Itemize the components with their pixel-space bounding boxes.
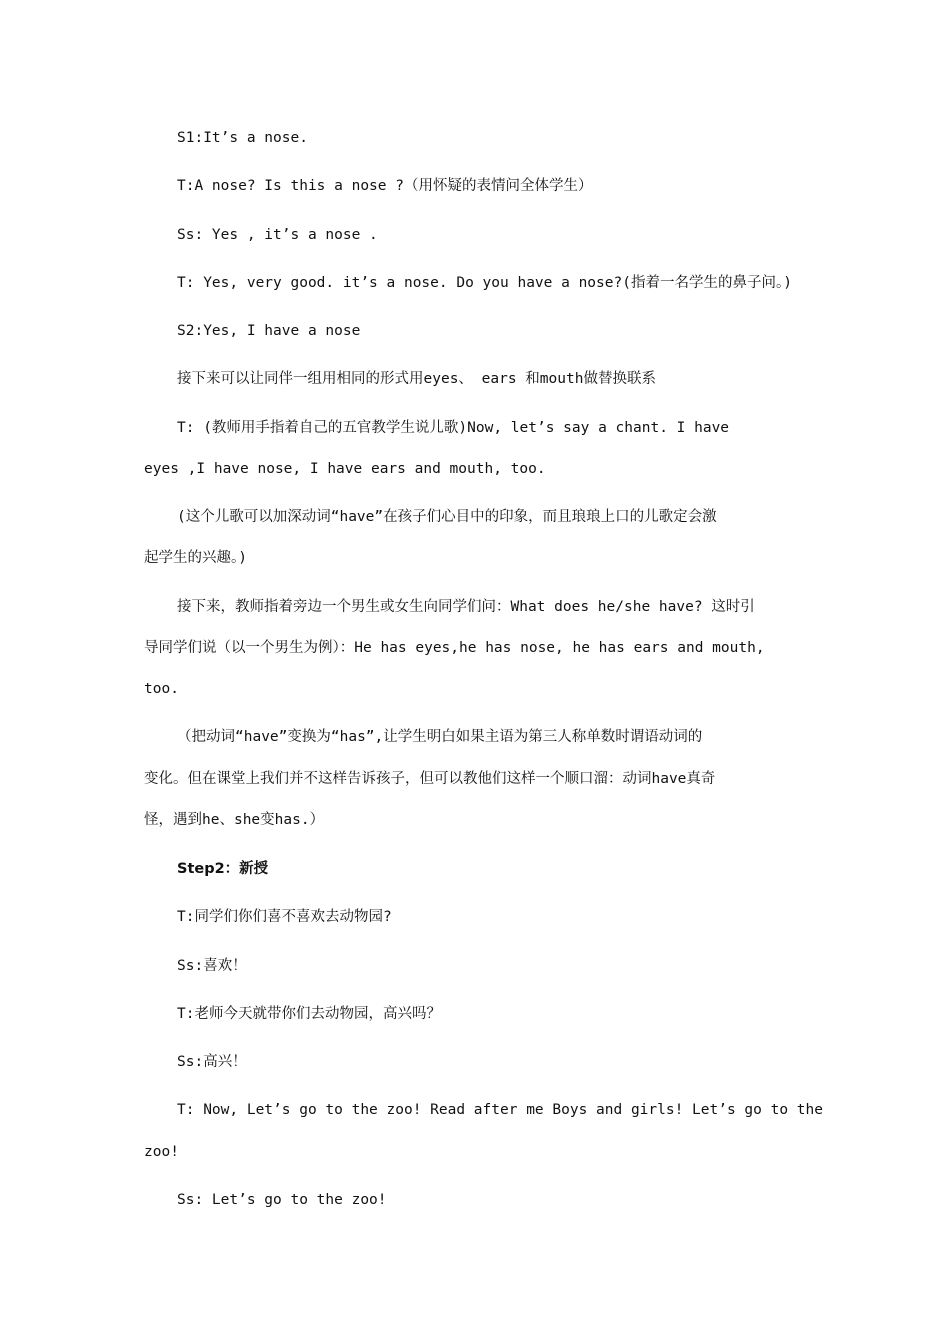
text-line: too. <box>144 681 179 697</box>
text-line: T: (教师用手指着自己的五官教学生说儿歌)Now, let’s say a chant. I have <box>177 420 730 436</box>
text-line: 接下来，教师指着旁边一个男生或女生向同学们问：What does he/she have? 这时引 <box>177 599 755 615</box>
text-line: （把动词“have”变换为“has”,让学生明白如果主语为第三人称单数时谓语动词的 <box>177 729 703 745</box>
text-line: zoo! <box>144 1144 179 1160</box>
text-line: (这个儿歌可以加深动词“have”在孩子们心目中的印象，而且琅琅上口的儿歌定会激 <box>177 509 717 525</box>
text-line: 起学生的兴趣。) <box>144 550 247 566</box>
section-heading: Step2：新授 <box>177 861 269 877</box>
text-line: S2:Yes, I have a nose <box>177 323 361 339</box>
text-line: Ss:喜欢！ <box>177 958 247 974</box>
text-line: T: Yes, very good. it’s a nose. Do you have a nose?(指着一名学生的鼻子问。) <box>177 275 792 291</box>
text-line: T:同学们你们喜不喜欢去动物园? <box>177 909 392 925</box>
text-line: T:A nose? Is this a nose ?（用怀疑的表情问全体学生） <box>177 178 593 194</box>
text-line: 接下来可以让同伴一组用相同的形式用eyes、 ears 和mouth做替换联系 <box>177 371 656 387</box>
text-line: T: Now, Let’s go to the zoo! Read after me Boys and girls! Let’s go to the <box>177 1102 824 1118</box>
text-line: 怪，遇到he、she变has.） <box>144 812 325 828</box>
text-line: T:老师今天就带你们去动物园，高兴吗？ <box>177 1006 441 1022</box>
text-line: 变化。但在课堂上我们并不这样告诉孩子，但可以教他们这样一个顺口溜：动词have真奇 <box>144 771 716 787</box>
text-line: eyes ,I have nose, I have ears and mouth, too. <box>144 461 546 477</box>
text-line: Ss: Let’s go to the zoo! <box>177 1192 387 1208</box>
text-line: Ss: Yes , it’s a nose . <box>177 227 378 243</box>
text-line: 导同学们说（以一个男生为例）：He has eyes,he has nose, he has ears and mouth, <box>144 640 765 656</box>
text-line: S1:It’s a nose. <box>177 130 308 146</box>
text-line: Ss:高兴！ <box>177 1054 247 1070</box>
